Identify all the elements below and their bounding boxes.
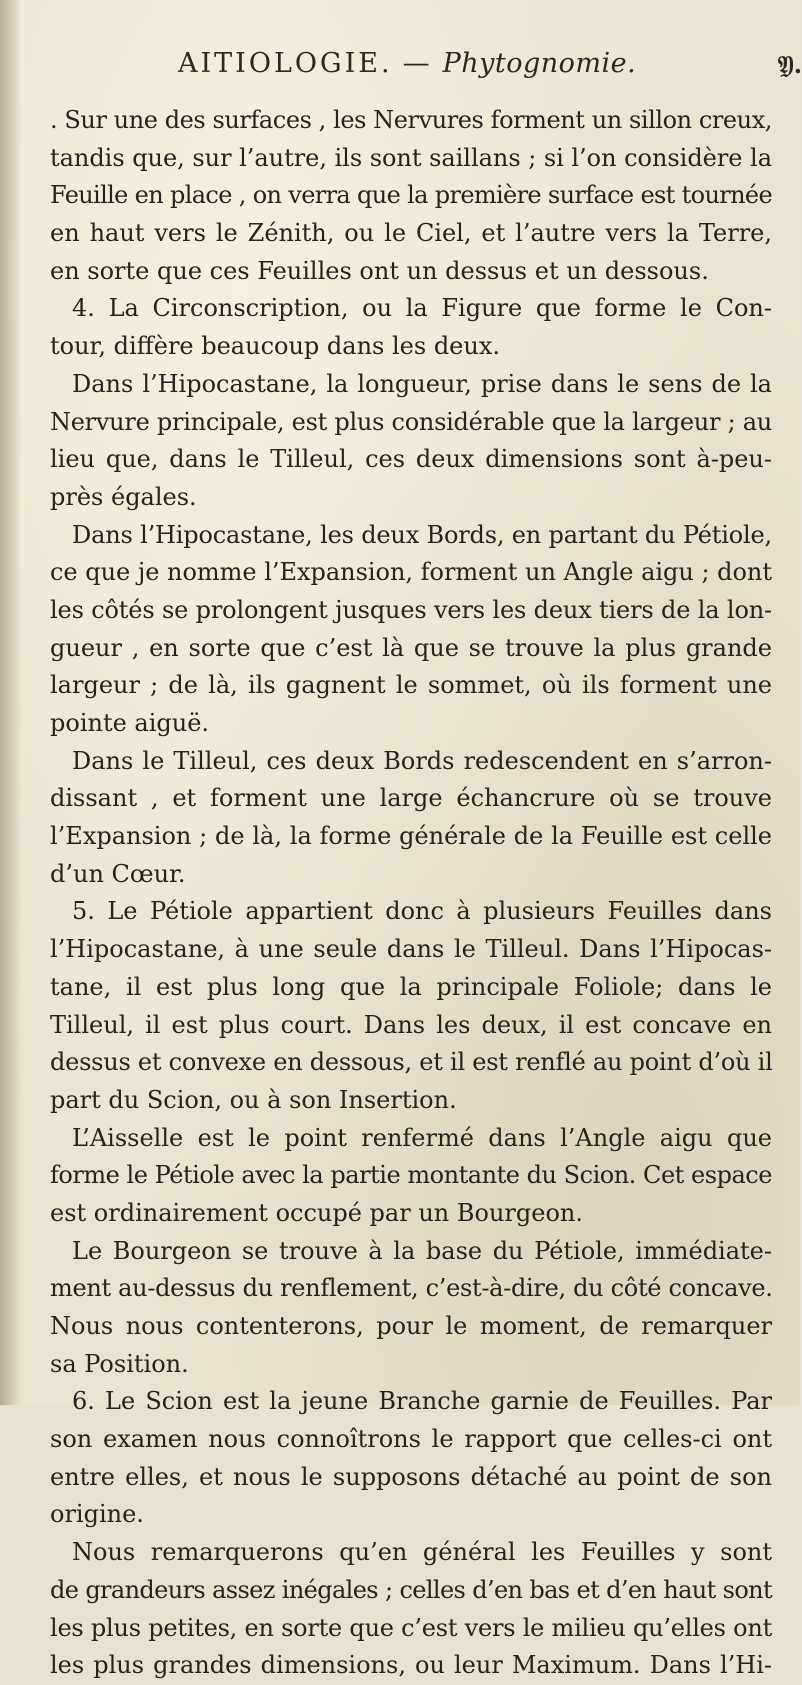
- text-line: forme le Pétiole avec la partie montante du Scion. Cet espace: [50, 1161, 772, 1190]
- running-head: [160, 48, 800, 92]
- text-line: Tilleul, il est plus court. Dans les deux, il est concave en: [50, 1010, 772, 1039]
- text-line: les côtés se prolongent jusques vers les deux tiers de la lon-: [50, 595, 772, 624]
- text-line: Dans l’Hipocastane, les deux Bords, en partant du Pétiole,: [72, 520, 772, 549]
- text-line: en haut vers le Zénith, ou le Ciel, et l’autre vers la Terre,: [50, 219, 772, 248]
- text-line: entre elles, et nous le supposons détaché au point de son: [50, 1462, 772, 1491]
- text-line: près égales.: [50, 482, 197, 511]
- text-line: dessus et convexe en dessous, et il est renflé au point d’où il: [50, 1048, 773, 1077]
- text-line: lieu que, dans le Tilleul, ces deux dimensions sont à-peu-: [50, 445, 772, 474]
- text-line: ment au-dessus du renflement, c’est-à-dire, du côté concave.: [50, 1274, 773, 1303]
- text-line: Feuille en place , on verra que la première surface est tournée: [50, 181, 773, 210]
- section-heading-line: 6. Le Scion est la jeune Branche garnie de Feuilles. Par: [72, 1387, 772, 1416]
- running-head-subject: Phytognomie.: [442, 48, 637, 79]
- text-line: Le Bourgeon se trouve à la base du Pétiole, immédiate-: [72, 1236, 772, 1265]
- text-line: tandis que, sur l’autre, ils sont saillans ; si l’on considère la: [50, 143, 772, 172]
- text-line: largeur ; de là, ils gagnent le sommet, où ils forment une: [50, 671, 772, 700]
- text-line: Nervure principale, est plus considérable que la largeur ; au: [50, 407, 772, 436]
- text-line: les plus grandes dimensions, ou leur Maximum. Dans l’Hi-: [50, 1651, 772, 1680]
- text-line: l’Hipocastane, à une seule dans le Tilleul. Dans l’Hipocas-: [50, 935, 772, 964]
- text-line: les plus petites, en sorte que c’est vers le milieu qu’elles ont: [50, 1613, 772, 1642]
- text-line: gueur , en sorte que c’est là que se trouve la plus grande: [50, 633, 772, 662]
- text-line: tane, il est plus long que la principale Foliole; dans le: [50, 972, 772, 1001]
- body-text: [50, 102, 772, 1685]
- text-line: Dans l’Hipocastane, la longueur, prise dans le sens de la: [72, 369, 772, 398]
- text-line: part du Scion, ou à son Insertion.: [50, 1085, 457, 1114]
- running-head-title: [178, 48, 636, 79]
- text-line: ce que je nomme l’Expansion, forment un Angle aigu ; dont: [50, 558, 773, 587]
- binding-shadow: [0, 0, 22, 1405]
- text-line: est ordinairement occupé par un Bourgeon.: [50, 1198, 583, 1227]
- section-heading-line: 5. Le Pétiole appartient donc à plusieurs Feuilles dans: [72, 897, 772, 926]
- text-line: Dans le Tilleul, ces deux Bords redescendent en s’arron-: [72, 746, 772, 775]
- text-line: tour, diffère beaucoup dans les deux.: [50, 332, 500, 361]
- text-line: l’Expansion ; de là, la forme générale de la Feuille est celle: [50, 822, 772, 851]
- running-head-dash: —: [402, 48, 433, 79]
- text-line: son examen nous connoîtrons le rapport que celles-ci ont: [50, 1425, 772, 1454]
- text-line: L’Aisselle est le point renfermé dans l’Angle aigu que: [72, 1123, 772, 1152]
- text-line: sa Position.: [50, 1349, 189, 1378]
- text-line: Nous remarquerons qu’en général les Feuilles y sont: [72, 1538, 772, 1567]
- text-line: en sorte que ces Feuilles ont un dessus et un dessous.: [50, 256, 709, 285]
- text-line: origine.: [50, 1500, 144, 1529]
- text-line: de grandeurs assez inégales ; celles d’en bas et d’en haut sont: [50, 1575, 772, 1604]
- text-line: d’un Cœur.: [50, 859, 186, 888]
- running-head-left: AITIOLOGIE.: [178, 48, 393, 79]
- text-line: Nous nous contenterons, pour le moment, de remarquer: [50, 1312, 772, 1340]
- signature-mark: 𝔜.: [778, 50, 802, 79]
- text-line: pointe aiguë.: [50, 709, 210, 737]
- text-line: . Sur une des surfaces , les Nervures forment un sillon creux,: [50, 106, 773, 134]
- text-line: dissant , et forment une large échancrure où se trouve: [50, 784, 772, 813]
- section-heading-line: 4. La Circonscription, ou la Figure que forme le Con-: [72, 294, 772, 323]
